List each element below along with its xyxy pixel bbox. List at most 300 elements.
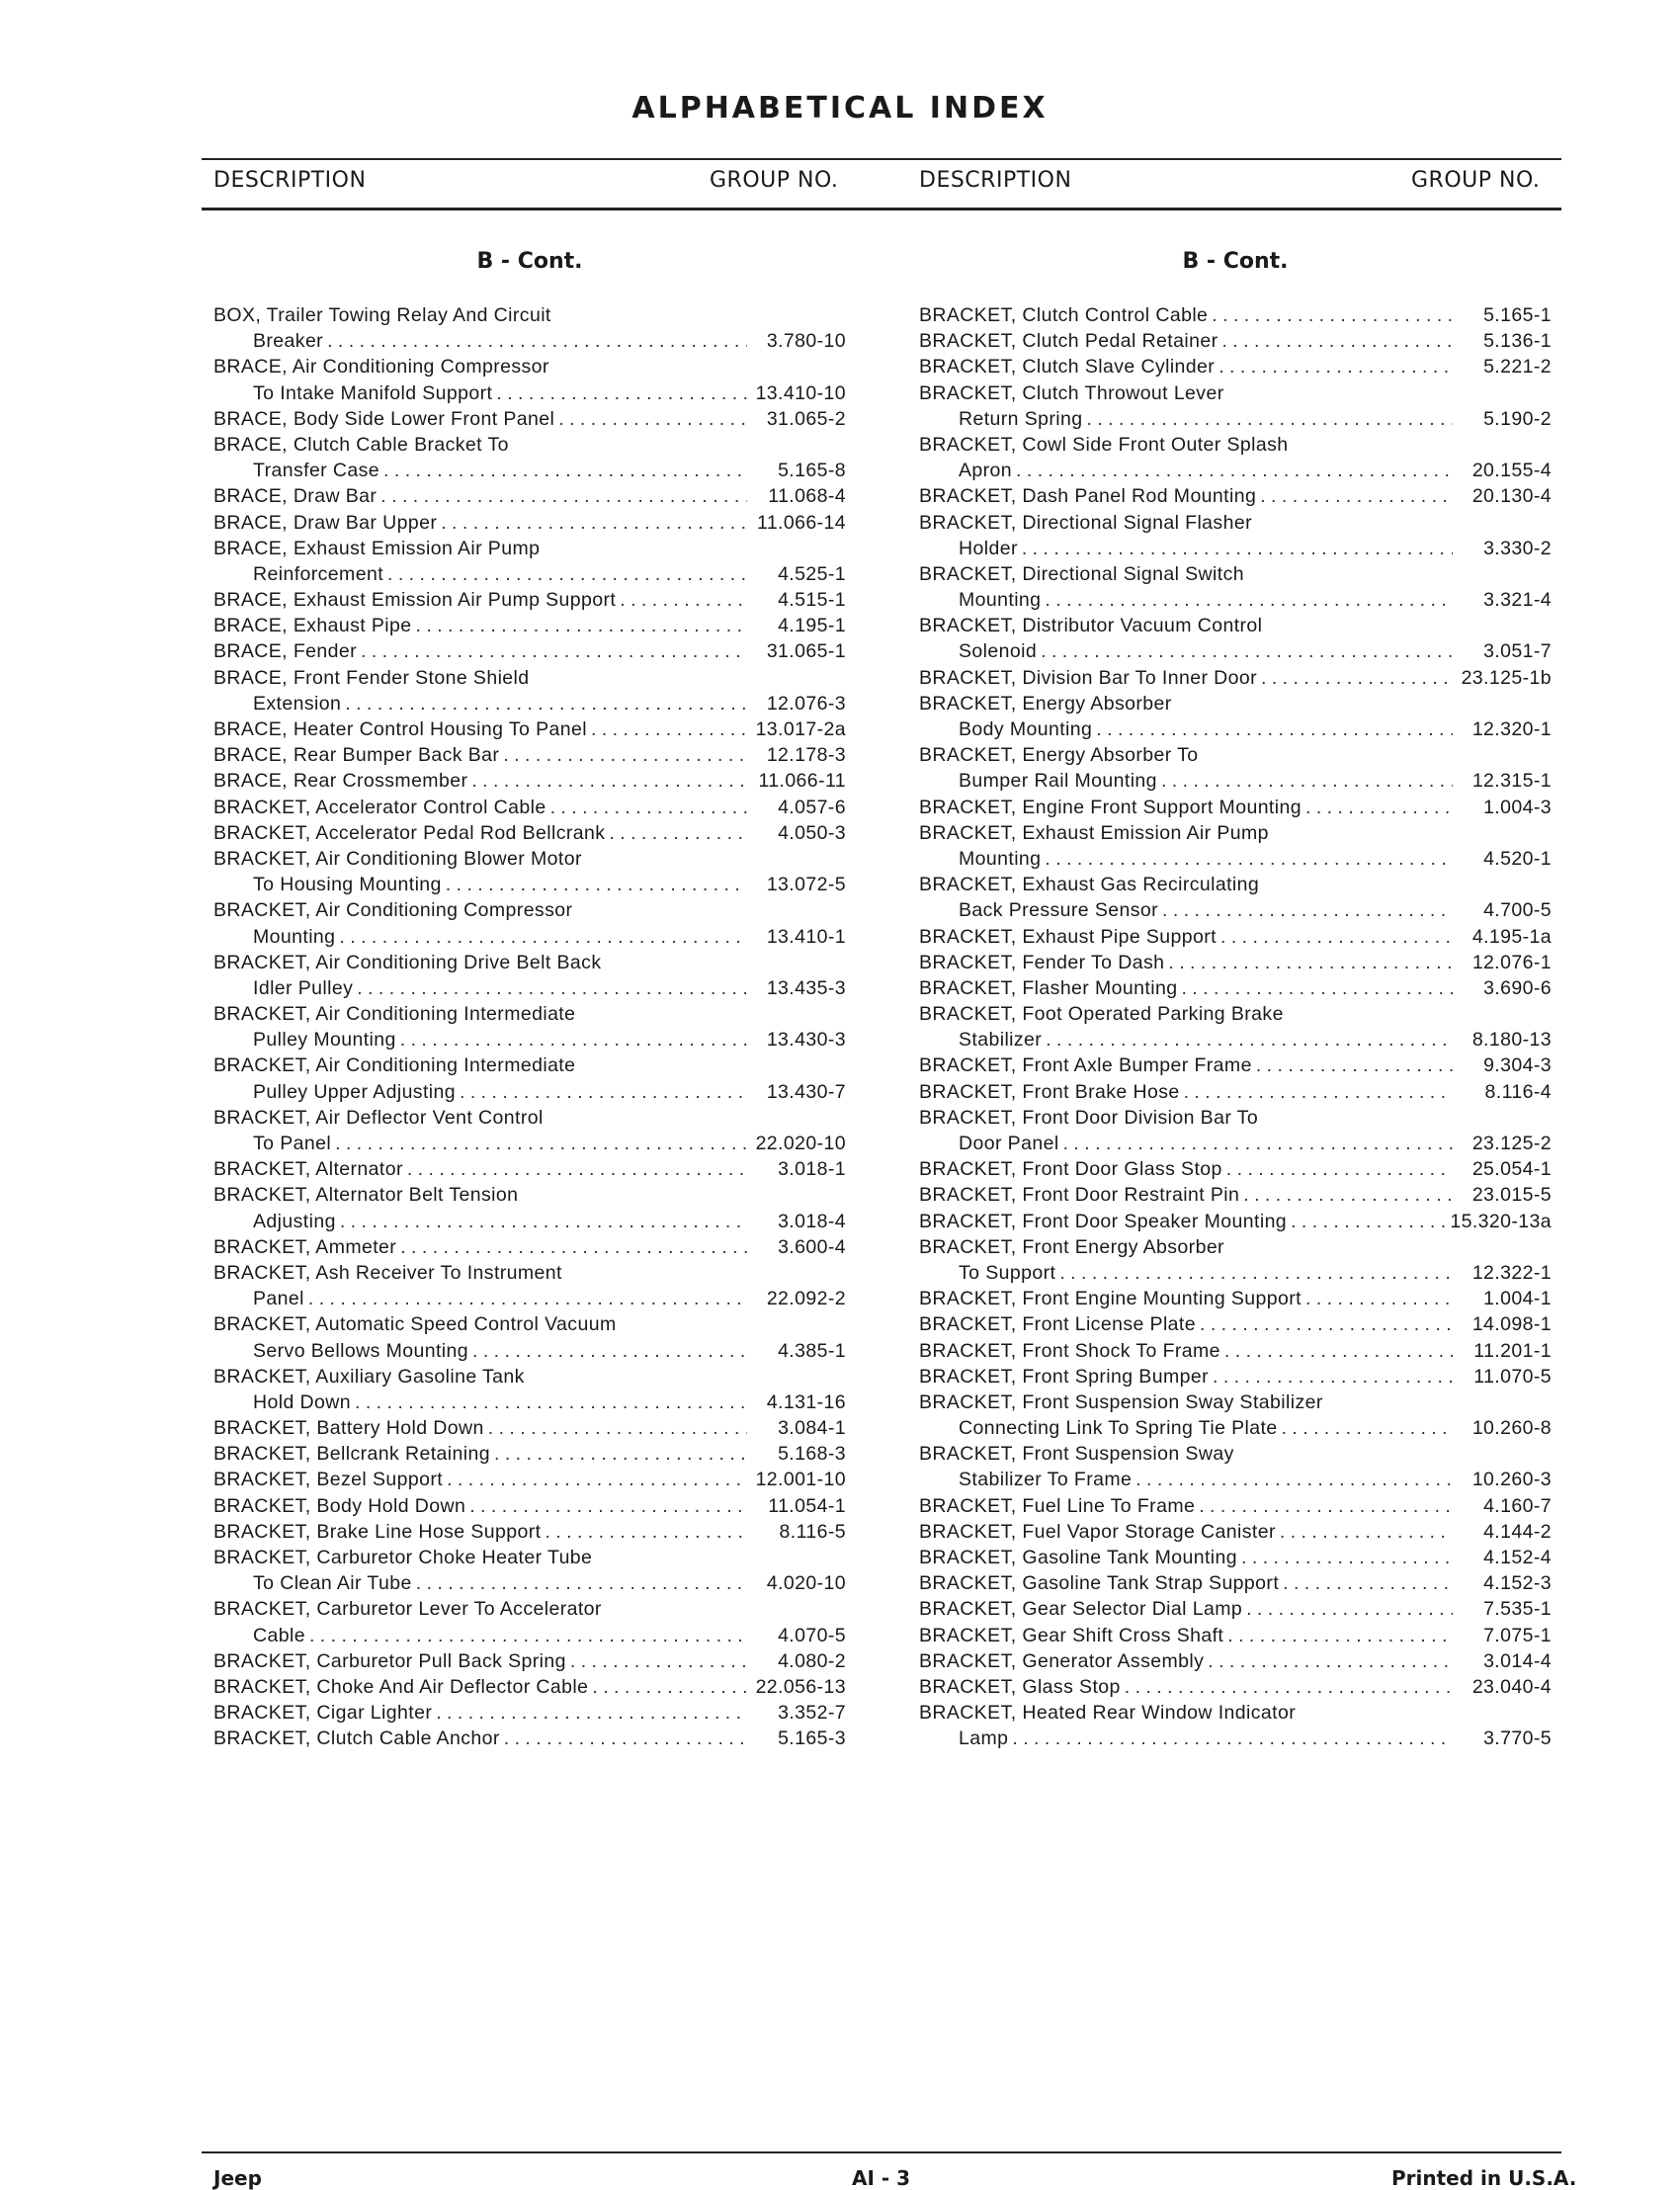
dot-leader [1096, 716, 1453, 742]
entry-group-number: 3.330-2 [1483, 537, 1552, 559]
entry-line [213, 1467, 846, 1492]
index-entry [213, 1311, 846, 1363]
dot-leader [441, 510, 747, 536]
index-entry [213, 354, 846, 405]
index-entry [213, 302, 846, 354]
entry-description: Mounting [253, 925, 336, 948]
entry-group-number: 3.018-1 [778, 1158, 846, 1181]
dot-leader [335, 1131, 747, 1156]
entry-group-number: 11.066-11 [758, 770, 846, 793]
right-group-header: GROUP NO. [1411, 168, 1541, 193]
entry-line [213, 742, 846, 768]
dot-leader [1220, 924, 1453, 950]
entry-group-number: 23.015-5 [1471, 1184, 1552, 1207]
entry-description: Door Panel [959, 1133, 1059, 1154]
index-entry [919, 1596, 1552, 1622]
entry-line [213, 1338, 846, 1364]
dot-leader [1213, 1364, 1453, 1390]
entry-group-number: 12.322-1 [1471, 1261, 1552, 1284]
entry-group-number: 15.320-13a [1450, 1210, 1552, 1232]
index-entry [919, 1182, 1552, 1208]
entry-group-number: 23.125-1b [1461, 666, 1552, 689]
index-column-left [213, 247, 846, 1752]
entry-group-number: 11.066-14 [757, 511, 846, 534]
index-entry [213, 638, 846, 664]
entry-group-number: 8.180-13 [1471, 1029, 1552, 1052]
entry-group-number: 23.125-2 [1471, 1133, 1552, 1154]
entry-group-number: 22.056-13 [755, 1675, 846, 1698]
dot-leader [345, 691, 747, 716]
entry-description: Hold Down [253, 1390, 351, 1413]
entry-description: BRACKET, Air Conditioning Compressor [213, 899, 573, 922]
entry-line [213, 536, 846, 561]
entry-group-number: 8.116-4 [1484, 1080, 1552, 1103]
dot-leader [1261, 665, 1453, 691]
entry-line [919, 1596, 1552, 1622]
entry-description: BRACKET, Directional Signal Switch [919, 562, 1244, 585]
index-entry [919, 302, 1552, 328]
entry-line [213, 432, 846, 458]
entry-line [213, 1570, 846, 1596]
section-heading: B - Cont. [1182, 249, 1289, 274]
dot-leader [387, 561, 747, 587]
entry-line [213, 1027, 846, 1053]
entry-line [919, 1467, 1552, 1492]
entry-line [919, 536, 1552, 561]
index-entry [213, 587, 846, 613]
index-entry [919, 432, 1552, 483]
index-entry [919, 1338, 1552, 1364]
entry-group-number: 22.092-2 [766, 1288, 846, 1310]
entry-description: Extension [253, 692, 342, 715]
entry-description: BRACE, Draw Bar [213, 485, 378, 508]
index-column-right [919, 247, 1552, 1752]
entry-line [919, 1209, 1552, 1234]
entry-line [919, 354, 1552, 379]
entry-group-number: 8.116-5 [779, 1520, 846, 1543]
dot-leader [504, 1726, 747, 1751]
entry-line [919, 1286, 1552, 1311]
entry-line [919, 1390, 1552, 1415]
entry-description: BRACE, Fender [213, 640, 358, 663]
entry-description: BRACKET, Carburetor Lever To Accelerator [213, 1598, 602, 1621]
entry-group-number: 11.070-5 [1473, 1365, 1552, 1388]
index-entry [919, 380, 1552, 432]
entry-description: BRACE, Air Conditioning Compressor [213, 356, 549, 379]
entry-group-number: 4.144-2 [1483, 1520, 1552, 1543]
dot-leader [1125, 1674, 1453, 1700]
dot-leader [355, 1390, 747, 1415]
entry-description: BRACKET, Alternator Belt Tension [213, 1184, 519, 1207]
dot-leader [308, 1286, 747, 1311]
entry-line [213, 328, 846, 354]
entry-group-number: 4.515-1 [778, 589, 846, 612]
dot-leader [339, 924, 747, 950]
index-entry [213, 1519, 846, 1545]
entry-group-number: 12.315-1 [1471, 770, 1552, 793]
entry-description: BRACKET, Gasoline Tank Strap Support [919, 1572, 1280, 1595]
entry-line [213, 1545, 846, 1570]
entry-description: BRACKET, Front Door Glass Stop [919, 1158, 1222, 1181]
entry-line [919, 1674, 1552, 1700]
entry-description: BRACKET, Exhaust Gas Recirculating [919, 874, 1260, 896]
entry-group-number: 13.435-3 [766, 976, 846, 999]
entry-line [919, 1131, 1552, 1156]
entry-group-number: 13.072-5 [766, 874, 846, 896]
entry-description: BRACKET, Clutch Cable Anchor [213, 1727, 500, 1750]
entry-group-number: 12.001-10 [755, 1469, 846, 1491]
entry-group-number: 5.168-3 [778, 1443, 846, 1466]
dot-leader [1221, 328, 1453, 354]
entry-description: BOX, Trailer Towing Relay And Circuit [213, 304, 551, 326]
dot-leader [471, 768, 747, 794]
dot-leader [1063, 1131, 1453, 1156]
entry-description: BRACE, Front Fender Stone Shield [213, 666, 530, 689]
left-description-header: DESCRIPTION [213, 168, 367, 193]
index-entry [213, 768, 846, 794]
index-entry [919, 975, 1552, 1001]
entry-line [919, 483, 1552, 509]
entry-description: BRACKET, Front License Plate [919, 1313, 1196, 1336]
entry-description: BRACE, Exhaust Emission Air Pump [213, 537, 541, 559]
entry-description: BRACKET, Exhaust Pipe Support [919, 925, 1217, 948]
entry-line [213, 1700, 846, 1726]
entry-line [919, 897, 1552, 923]
entry-description: BRACKET, Automatic Speed Control Vacuum [213, 1313, 617, 1336]
entry-description: Mounting [959, 589, 1042, 612]
dot-leader [400, 1027, 747, 1053]
index-entry [213, 1700, 846, 1726]
index-entry [919, 1623, 1552, 1648]
entry-description: Connecting Link To Spring Tie Plate [959, 1417, 1278, 1440]
dot-leader [1212, 302, 1453, 328]
index-entry [919, 1053, 1552, 1078]
entry-line [213, 1674, 846, 1700]
entry-description: Solenoid [959, 640, 1038, 663]
entry-line [213, 820, 846, 846]
index-entry [213, 716, 846, 742]
dot-leader [1059, 1260, 1453, 1286]
dot-leader [1184, 1079, 1453, 1105]
dot-leader [1218, 354, 1453, 379]
index-entry [919, 1700, 1552, 1751]
entry-description: BRACKET, Gasoline Tank Mounting [919, 1547, 1238, 1568]
entry-description: BRACKET, Front Energy Absorber [919, 1235, 1224, 1258]
entry-group-number: 31.065-1 [766, 640, 846, 663]
dot-leader [472, 1338, 747, 1364]
index-entry [919, 510, 1552, 561]
entry-description: BRACKET, Air Deflector Vent Control [213, 1106, 544, 1129]
entry-description: Lamp [959, 1727, 1009, 1750]
entry-group-number: 4.080-2 [778, 1649, 846, 1672]
entry-line [919, 665, 1552, 691]
entry-description: BRACKET, Front Door Speaker Mounting [919, 1210, 1288, 1232]
index-entry [213, 1415, 846, 1441]
entry-description: BRACKET, Exhaust Emission Air Pump [919, 821, 1269, 844]
index-entry [213, 510, 846, 536]
entry-line [919, 846, 1552, 872]
entry-description: BRACKET, Heated Rear Window Indicator [919, 1702, 1297, 1725]
index-entry [213, 1105, 846, 1156]
entry-description: BRACKET, Cowl Side Front Outer Splash [919, 433, 1289, 456]
entry-description: BRACKET, Division Bar To Inner Door [919, 666, 1258, 689]
entry-line [919, 587, 1552, 613]
dot-leader [1087, 406, 1453, 432]
index-entry [919, 665, 1552, 691]
entry-description: BRACKET, Distributor Vacuum Control [919, 615, 1263, 637]
entry-description: Bumper Rail Mounting [959, 770, 1157, 793]
entry-line [919, 768, 1552, 794]
entry-description: Stabilizer [959, 1029, 1043, 1052]
dot-leader [570, 1648, 747, 1674]
entry-line [919, 820, 1552, 846]
entry-description: BRACKET, Carburetor Choke Heater Tube [213, 1547, 593, 1568]
entry-group-number: 13.410-10 [755, 381, 846, 404]
index-entry [919, 1570, 1552, 1596]
entry-description: BRACKET, Body Hold Down [213, 1494, 466, 1517]
entry-description: BRACKET, Glass Stop [919, 1675, 1121, 1698]
entry-line [919, 1338, 1552, 1364]
entry-description: Mounting [959, 847, 1042, 870]
entry-group-number: 20.155-4 [1471, 460, 1552, 482]
entry-description: BRACKET, Engine Front Support Mounting [919, 796, 1302, 818]
entry-description: BRACKET, Generator Assembly [919, 1649, 1205, 1672]
entry-line [213, 1648, 846, 1674]
entry-description: BRACKET, Foot Operated Parking Brake [919, 1003, 1284, 1026]
dot-leader [383, 458, 747, 483]
entry-description: To Housing Mounting [253, 874, 442, 896]
entry-description: BRACE, Draw Bar Upper [213, 511, 438, 534]
entry-description: BRACKET, Front Spring Bumper [919, 1365, 1209, 1388]
entry-description: BRACKET, Fender To Dash [919, 951, 1165, 973]
entry-group-number: 3.690-6 [1483, 976, 1552, 999]
entry-group-number: 3.770-5 [1483, 1727, 1552, 1750]
entry-description: BRACKET, Accelerator Control Cable [213, 796, 546, 818]
dot-leader [1305, 1286, 1453, 1311]
entry-group-number: 4.700-5 [1483, 899, 1552, 922]
index-entry [213, 795, 846, 820]
entry-group-number: 10.260-8 [1471, 1417, 1552, 1440]
entry-group-number: 4.131-16 [766, 1390, 846, 1413]
entry-group-number: 7.075-1 [1483, 1624, 1552, 1646]
entry-line [213, 1209, 846, 1234]
entry-description: Servo Bellows Mounting [253, 1339, 468, 1362]
entry-group-number: 4.050-3 [778, 821, 846, 844]
entry-line [919, 1415, 1552, 1441]
index-entry [919, 795, 1552, 820]
entry-group-number: 12.076-3 [766, 692, 846, 715]
entry-description: BRACKET, Fuel Line To Frame [919, 1494, 1196, 1517]
index-entry [919, 1234, 1552, 1286]
page-title: ALPHABETICAL INDEX [631, 91, 1049, 126]
dot-leader [550, 795, 747, 820]
dot-leader [1045, 846, 1453, 872]
index-entry [213, 406, 846, 432]
entry-description: Idler Pulley [253, 976, 354, 999]
entry-line [919, 1079, 1552, 1105]
entry-list [919, 302, 1552, 1752]
index-entry [213, 1182, 846, 1233]
index-entry [919, 924, 1552, 950]
left-group-header: GROUP NO. [710, 168, 839, 193]
entry-description: Reinforcement [253, 562, 384, 585]
dot-leader [309, 1623, 747, 1648]
dot-leader [436, 1700, 747, 1726]
entry-line [213, 638, 846, 664]
index-entry [213, 950, 846, 1001]
entry-description: To Support [959, 1261, 1056, 1284]
page-number: AI - 3 [852, 2166, 911, 2190]
entry-line [919, 638, 1552, 664]
entry-line [213, 1053, 846, 1078]
dot-leader [496, 380, 747, 406]
footer-brand: Jeep [213, 2166, 262, 2190]
entry-group-number: 4.520-1 [1483, 847, 1552, 870]
index-entry [213, 536, 846, 587]
entry-line [919, 1441, 1552, 1467]
entry-description: BRACKET, Alternator [213, 1158, 403, 1181]
entry-group-number: 4.057-6 [778, 796, 846, 818]
index-entry [919, 1545, 1552, 1570]
dot-leader [1282, 1415, 1453, 1441]
dot-leader [545, 1519, 747, 1545]
entry-line [213, 897, 846, 923]
dot-leader [1045, 587, 1453, 613]
entry-group-number: 7.535-1 [1483, 1598, 1552, 1621]
dot-leader [1161, 768, 1453, 794]
entry-line [213, 950, 846, 975]
entry-group-number: 13.017-2a [755, 718, 846, 740]
entry-group-number: 12.178-3 [766, 744, 846, 767]
entry-line [919, 1648, 1552, 1674]
index-entry [213, 1364, 846, 1415]
entry-description: Body Mounting [959, 718, 1093, 740]
entry-line [919, 1700, 1552, 1726]
index-entry [919, 950, 1552, 975]
entry-description: BRACKET, Front Suspension Sway Stabilizer [919, 1390, 1323, 1413]
entry-group-number: 5.190-2 [1483, 407, 1552, 430]
index-entry [919, 1079, 1552, 1105]
entry-line [213, 1596, 846, 1622]
entry-line [919, 613, 1552, 638]
dot-leader [1168, 950, 1453, 975]
index-entry [919, 328, 1552, 354]
dot-leader [407, 1156, 747, 1182]
entry-description: BRACKET, Flasher Mounting [919, 976, 1178, 999]
entry-line [213, 354, 846, 379]
entry-line [213, 846, 846, 872]
entry-description: BRACKET, Bezel Support [213, 1469, 444, 1491]
entry-description: Return Spring [959, 407, 1083, 430]
entry-description: BRACE, Heater Control Housing To Panel [213, 718, 587, 740]
dot-leader [1241, 1545, 1453, 1570]
entry-group-number: 5.165-8 [778, 460, 846, 482]
right-description-header: DESCRIPTION [919, 168, 1072, 193]
entry-line [213, 1390, 846, 1415]
dot-leader [1243, 1182, 1453, 1208]
entry-group-number: 3.352-7 [778, 1702, 846, 1725]
index-entry [919, 613, 1552, 664]
index-entry [213, 1467, 846, 1492]
entry-group-number: 3.780-10 [766, 330, 846, 353]
entry-group-number: 9.304-3 [1483, 1054, 1552, 1077]
section-heading: B - Cont. [476, 249, 583, 274]
dot-leader [1280, 1519, 1453, 1545]
entry-group-number: 4.152-4 [1483, 1547, 1552, 1568]
dot-leader [620, 587, 747, 613]
entry-group-number: 12.076-1 [1471, 951, 1552, 973]
entry-description: BRACKET, Ammeter [213, 1235, 397, 1258]
index-entry [919, 1156, 1552, 1182]
entry-line [213, 302, 846, 328]
entry-line [213, 458, 846, 483]
entry-description: BRACKET, Ash Receiver To Instrument [213, 1261, 562, 1284]
index-entry [919, 1648, 1552, 1674]
entry-group-number: 20.130-4 [1471, 485, 1552, 508]
entry-description: BRACKET, Front Axle Bumper Frame [919, 1054, 1252, 1077]
entry-line [213, 406, 846, 432]
dot-leader [416, 613, 747, 638]
dot-leader [357, 975, 747, 1001]
index-entry [213, 1674, 846, 1700]
entry-group-number: 4.070-5 [778, 1624, 846, 1646]
dot-leader [494, 1441, 747, 1467]
entry-description: BRACKET, Energy Absorber [919, 692, 1172, 715]
entry-line [213, 1726, 846, 1751]
entry-description: BRACKET, Air Conditioning Blower Motor [213, 847, 582, 870]
entry-line [919, 380, 1552, 406]
entry-line [919, 1027, 1552, 1053]
entry-description: BRACKET, Clutch Pedal Retainer [919, 330, 1218, 353]
entry-description: To Clean Air Tube [253, 1572, 412, 1595]
entry-line [919, 691, 1552, 716]
entry-description: BRACKET, Front Brake Hose [919, 1080, 1180, 1103]
dot-leader [1016, 458, 1453, 483]
entry-group-number: 3.051-7 [1483, 640, 1552, 663]
entry-group-number: 12.320-1 [1471, 718, 1552, 740]
index-entry [919, 1441, 1552, 1492]
entry-list [213, 302, 846, 1752]
entry-description: Adjusting [253, 1210, 336, 1232]
dot-leader [1041, 638, 1453, 664]
entry-description: Pulley Mounting [253, 1029, 396, 1052]
index-entry [213, 820, 846, 846]
entry-line [919, 1726, 1552, 1751]
index-entry [919, 354, 1552, 379]
entry-description: Stabilizer To Frame [959, 1469, 1133, 1491]
entry-group-number: 3.321-4 [1483, 589, 1552, 612]
entry-line [213, 1182, 846, 1208]
entry-description: BRACKET, Front Shock To Frame [919, 1339, 1220, 1362]
dot-leader [1224, 1338, 1453, 1364]
entry-line [213, 975, 846, 1001]
entry-description: BRACKET, Battery Hold Down [213, 1417, 484, 1440]
dot-leader [1305, 795, 1453, 820]
entry-description: BRACKET, Gear Shift Cross Shaft [919, 1624, 1224, 1646]
entry-description: Apron [959, 460, 1013, 482]
entry-description: Cable [253, 1624, 305, 1646]
index-entry [919, 1519, 1552, 1545]
entry-line [213, 483, 846, 509]
entry-group-number: 4.195-1 [778, 615, 846, 637]
dot-leader [361, 638, 747, 664]
index-entry [919, 691, 1552, 742]
entry-line [919, 1570, 1552, 1596]
entry-description: BRACKET, Carburetor Pull Back Spring [213, 1649, 566, 1672]
dot-leader [1208, 1648, 1453, 1674]
entry-line [919, 1545, 1552, 1570]
entry-line [919, 432, 1552, 458]
